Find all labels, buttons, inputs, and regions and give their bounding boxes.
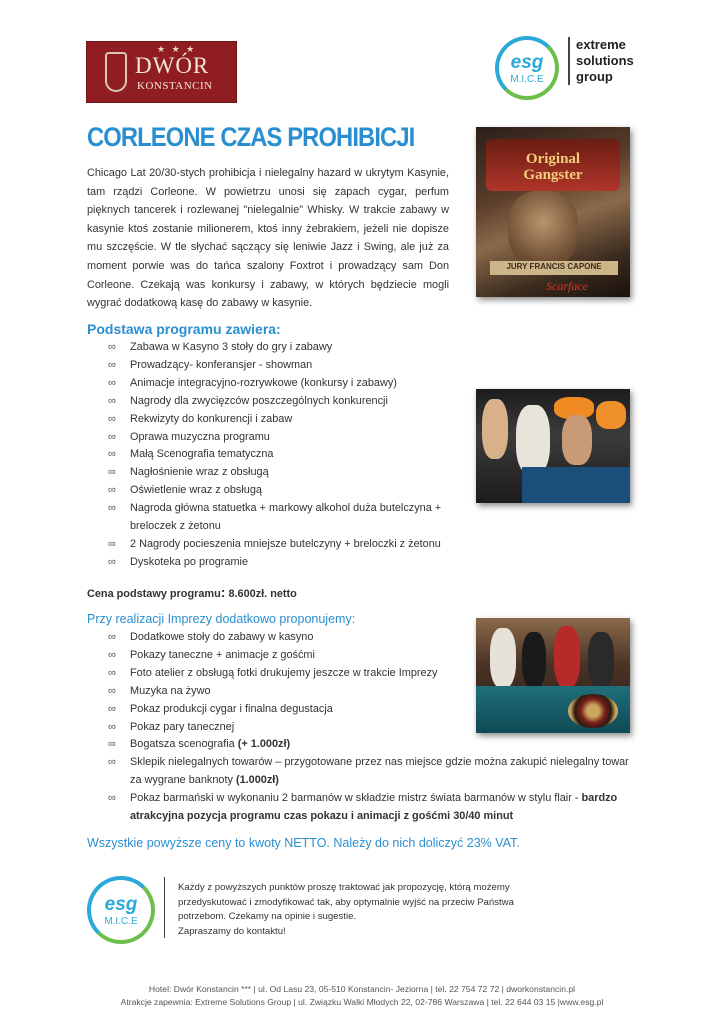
dwor-konstancin-logo [86,41,237,103]
infinity-bullet-icon: ∞ [108,430,116,443]
list-item: ∞ Pokaz pary tanecznej [108,719,643,737]
infinity-bullet-icon: ∞ [108,792,116,805]
infinity-bullet-icon: ∞ [108,448,116,461]
infinity-bullet-icon: ∞ [108,631,116,643]
closing-paragraph: Każdy z powyższych punktów proszę traktować jak propozycję, którą możemy przedyskutować i zmodyfikować tak, aby optymalnie wyjść na przeciw Państwa potrzebom. Czekamy na opinie i sugestie. [178,882,514,923]
esg-logo-header [495,34,635,100]
list-item: ∞ Nagroda główna statuetka + markowy alkohol duża butelczyna + breloczek z żetonu [108,502,442,533]
list-item: ∞ Foto atelier z obsługą fotki drukujemy jeszcze w trakcie Imprezy [108,665,643,683]
esg-logo-footer [87,876,155,944]
list-item: ∞ Dyskoteka po programie [108,554,458,572]
program-heading: Podstawa programu zawiera: [87,321,281,337]
infinity-bullet-icon: ∞ [108,394,116,407]
infinity-bullet-icon: ∞ [108,555,116,568]
infinity-bullet-icon: ∞ [108,666,116,679]
closing-text [178,881,548,940]
esg-word-3: group [576,69,613,84]
infinity-bullet-icon: ∞ [108,341,116,353]
infinity-bullet-icon: ∞ [108,720,116,733]
esg-ring-icon [87,876,155,944]
infinity-bullet-icon: ∞ [108,738,116,751]
infinity-bullet-icon: ∞ [108,466,116,479]
infinity-bullet-icon: ∞ [108,358,116,371]
esg-mark: esg [104,894,138,915]
list-item: ∞ Dodatkowe stoły do zabawy w kasyno [108,629,643,647]
infinity-bullet-icon: ∞ [108,502,116,515]
roulette-wheel [568,694,618,728]
list-item: ∞ Prowadzący- konferansjer - showman [108,357,458,375]
logo-stars: ★ ★ ★ [157,44,197,54]
infinity-bullet-icon: ∞ [108,702,116,715]
page-title: CORLEONE CZAS PROHIBICJI [87,122,415,152]
page-footer [0,983,724,1009]
list-item: ∞ Małą Scenografia tematyczna [108,446,458,464]
divider [164,877,165,938]
esg-ring-icon [495,36,559,100]
list-item: ∞ Zabawa w Kasyno 3 stoły do gry i zabawy [108,339,458,357]
list-item: ∞ Muzyka na żywo [108,683,643,701]
list-item: ∞ Sklepik nielegalnych towarów – przygotowane przez nas miejsce gdzie można zakupić nielegalny towar za wygrane banknoty (1.000zł) [108,756,629,787]
infinity-bullet-icon: ∞ [108,756,116,769]
extras-heading: Przy realizacji Imprezy dodatkowo proponujemy: [87,612,356,626]
list-item: ∞ 2 Nagrody pocieszenia mniejsze butelczyny + breloczki z żetonu [108,536,458,554]
casino-party-photo [476,389,630,503]
vat-note: Wszystkie powyższe ceny to kwoty NETTO. Należy do nich doliczyć 23% VAT. [87,836,520,850]
poster-signature: Scarface [546,279,588,293]
list-item: ∞ Pokaz produkcji cygar i finalna degustacja [108,701,643,719]
mice-mark: M.I.C.E [104,916,138,927]
list-item: ∞ Nagrody dla zwycięzców poszczególnych konkurencji [108,393,458,411]
infinity-bullet-icon: ∞ [108,648,116,661]
list-item: ∞ Pokazy taneczne + animacje z gośćmi [108,647,643,665]
gangster-poster-image [476,127,630,297]
roulette-table [522,467,630,503]
esg-mark: esg [510,52,544,73]
closing-invite: Zapraszamy do kontaktu! [178,926,286,938]
roulette-photo [476,618,630,733]
infinity-bullet-icon: ∞ [108,684,116,697]
footer-provider: Atrakcje zapewnia: Extreme Solutions Group | ul. Związku Walki Młodych 22, 02-786 Warszawa | tel. 22 644 03 15 |www.esg.pl [120,997,604,1007]
crest-icon [105,52,127,92]
list-item: ∞ Pokaz barmański w wykonaniu 2 barmanów w składzie mistrz świata barmanów w stylu flair - bardzo atrakcyjna pozycja programu czas pokazu i animacji z gośćmi 30/40 minut [108,792,618,823]
infinity-bullet-icon: ∞ [108,412,116,425]
poster-caption: JURY FRANCIS CAPONE [506,262,602,271]
infinity-bullet-icon: ∞ [108,537,116,550]
base-price: Cena podstawy programu: 8.600zł. netto [87,584,297,600]
logo-subtitle: KONSTANCIN [137,80,213,92]
list-item: ∞ Oświetlenie wraz z obsługą [108,482,458,500]
list-item: ∞ Rekwizyty do konkurencji i zabaw [108,411,458,429]
intro-paragraph: Chicago Lat 20/30-stych prohibicja i nielegalny hazard w ukrytym Kasynie, tam rządzi Corleone. W powietrzu unosi się zapach cygar, perfum pięknych tancerek i rozlewanej "nielegalnie" Whisky. W trakcie zabawy w kasynie ktoś zostanie milionerem, ktoś inny żebrakiem, jeżeli nie dopisze mu szczęście. W tle słychać sączący się leniwie Jazz i Swing, ale już za moment porwie was do tańca szalony Foxtrot i prowadzący sam Don Corleone. Czekają was konkursy i zabawy, w których będziecie mogli wygrać dodatkową kasę do zabawy w kasynie. [87,167,449,310]
infinity-bullet-icon: ∞ [108,376,116,389]
esg-word-2: solutions [576,53,634,68]
footer-hotel: Hotel: Dwór Konstancin *** | ul. Od Lasu 23, 05-510 Konstancin- Jeziorna | tel. 22 754 72 72 | dworkonstancin.pl [148,984,576,994]
mice-mark: M.I.C.E [510,74,544,85]
infinity-bullet-icon: ∞ [108,484,116,497]
esg-wordmark [568,37,634,85]
list-item: ∞ Oprawa muzyczna programu [108,429,458,447]
list-item: ∞ Nagłośnienie wraz z obsługą [108,464,458,482]
poster-title: Original Gangster [523,151,583,183]
esg-word-1: extreme [576,37,626,52]
list-item: ∞ Animacje integracyjno-rozrywkowe (konkursy i zabawy) [108,375,458,393]
logo-title: DWÓR [135,53,210,78]
program-list [108,339,458,572]
list-item: ∞ Bogatsza scenografia (+ 1.000zł) [108,736,643,754]
